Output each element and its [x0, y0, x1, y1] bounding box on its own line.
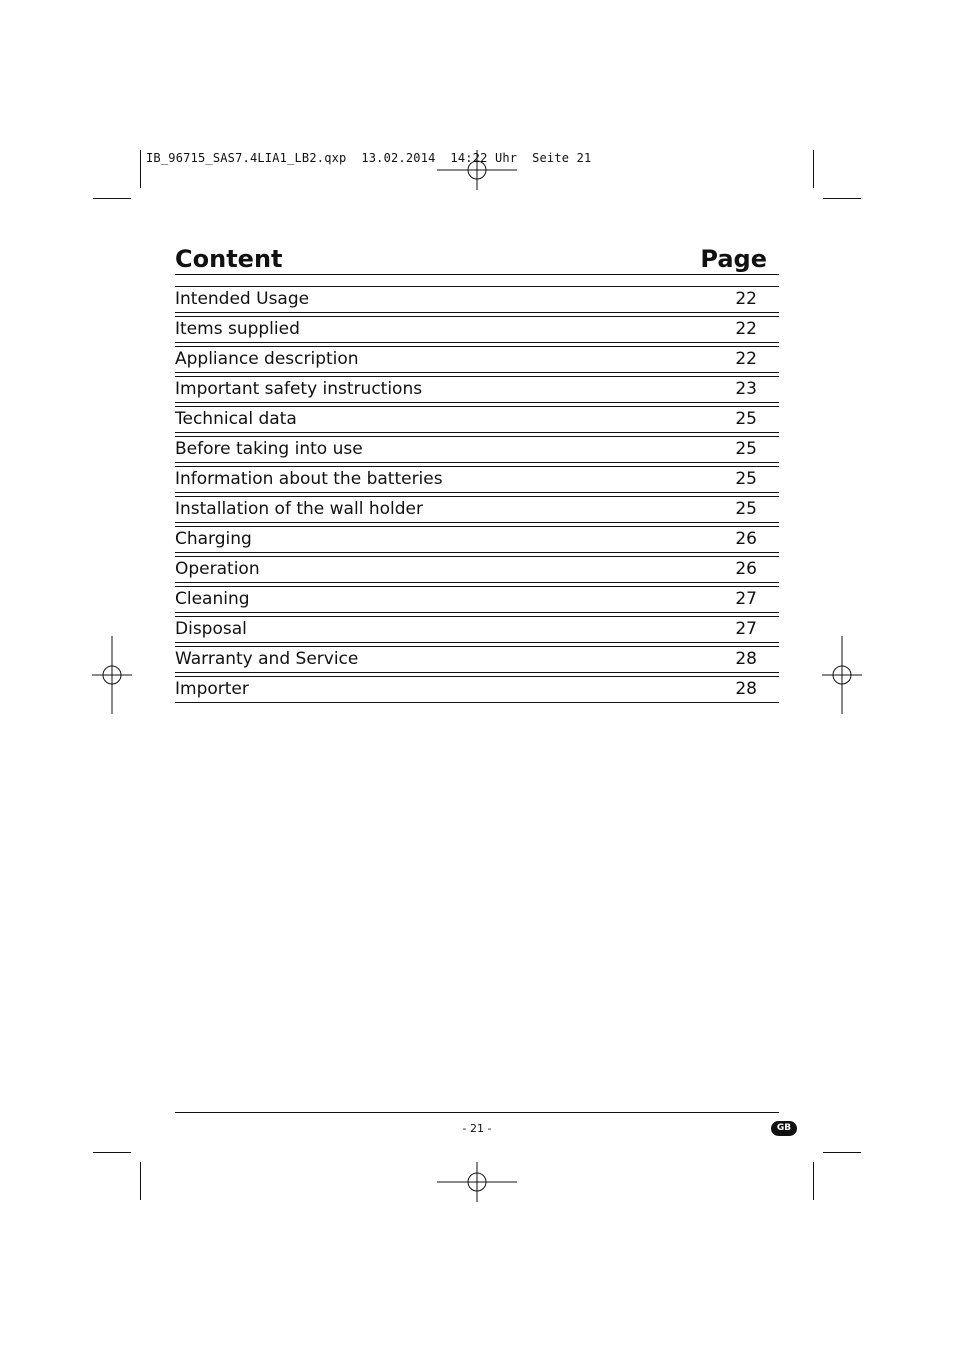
crop-mark-bottom-left-v	[140, 1162, 141, 1200]
toc-entry-title: Warranty and Service	[175, 649, 359, 669]
toc-entry[interactable]	[175, 376, 779, 403]
toc-list	[175, 286, 779, 706]
registration-mark-right	[822, 636, 862, 714]
toc-entry-page: 26	[735, 559, 757, 579]
toc-entry-page: 26	[735, 529, 757, 549]
toc-entry-title: Intended Usage	[175, 289, 310, 309]
registration-mark-left	[92, 636, 132, 714]
toc-entry-title: Disposal	[175, 619, 247, 639]
toc-entry[interactable]	[175, 496, 779, 523]
toc-entry-page: 25	[735, 469, 757, 489]
toc-entry-page: 28	[735, 679, 757, 699]
registration-mark-bottom	[437, 1162, 517, 1202]
toc-entry-title: Items supplied	[175, 319, 300, 339]
toc-entry-page: 22	[735, 289, 757, 309]
toc-entry[interactable]	[175, 316, 779, 343]
toc-entry-page: 22	[735, 349, 757, 369]
toc-entry[interactable]	[175, 616, 779, 643]
toc-entry[interactable]	[175, 406, 779, 433]
toc-entry-title: Operation	[175, 559, 260, 579]
toc-entry-page: 25	[735, 409, 757, 429]
toc-entry-title: Installation of the wall holder	[175, 499, 423, 519]
toc-entry-title: Information about the batteries	[175, 469, 443, 489]
toc-entry[interactable]	[175, 436, 779, 463]
toc-entry-page: 28	[735, 649, 757, 669]
toc-entry[interactable]	[175, 526, 779, 553]
crop-mark-top-left-v	[140, 150, 141, 188]
footer-rule	[175, 1112, 779, 1113]
toc-entry-page: 22	[735, 319, 757, 339]
toc-entry[interactable]	[175, 556, 779, 583]
toc-entry-page: 27	[735, 619, 757, 639]
toc-entry-title: Importer	[175, 679, 249, 699]
print-slug: IB_96715_SAS7.4LIA1_LB2.qxp 13.02.2014 14:22 Uhr Seite 21	[146, 151, 592, 165]
toc-entry-page: 27	[735, 589, 757, 609]
crop-mark-top-right-v	[813, 150, 814, 188]
toc-entry[interactable]	[175, 586, 779, 613]
toc-entry-page: 25	[735, 439, 757, 459]
toc-heading	[175, 244, 779, 275]
toc-entry-page: 25	[735, 499, 757, 519]
toc-entry-title: Important safety instructions	[175, 379, 423, 399]
toc-entry[interactable]	[175, 466, 779, 493]
toc-entry-title: Appliance description	[175, 349, 359, 369]
toc-entry[interactable]	[175, 646, 779, 673]
page-number: - 21 -	[462, 1122, 492, 1135]
crop-mark-bottom-left-h	[93, 1152, 131, 1153]
toc-entry[interactable]	[175, 346, 779, 373]
crop-mark-bottom-right-h	[823, 1152, 861, 1153]
registration-mark-top	[437, 150, 517, 190]
toc-entry[interactable]	[175, 676, 779, 703]
toc-entry-title: Before taking into use	[175, 439, 363, 459]
page-heading: Page	[700, 245, 767, 273]
toc-entry[interactable]	[175, 286, 779, 313]
language-badge: GB	[771, 1121, 797, 1136]
toc-entry-title: Technical data	[175, 409, 297, 429]
content-heading: Content	[175, 245, 283, 273]
toc-entry-page: 23	[735, 379, 757, 399]
toc-entry-title: Cleaning	[175, 589, 250, 609]
crop-mark-bottom-right-v	[813, 1162, 814, 1200]
crop-mark-top-left-h	[93, 198, 131, 199]
crop-mark-top-right-h	[823, 198, 861, 199]
toc-entry-title: Charging	[175, 529, 252, 549]
